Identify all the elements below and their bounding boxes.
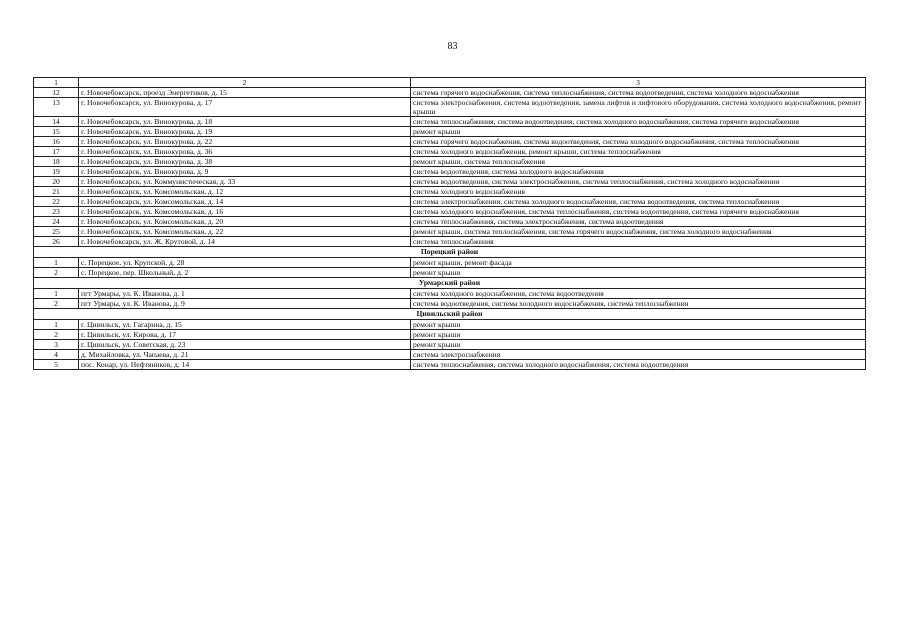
row-number: 23 <box>34 207 79 217</box>
column-header: 2 <box>79 78 411 88</box>
row-address: пгт Урмары, ул. К. Иванова, д. 1 <box>79 289 411 299</box>
table-row <box>34 207 866 217</box>
row-address: г. Новочебоксарск, ул. Винокурова, д. 9 <box>79 167 411 177</box>
row-address: г. Новочебоксарск, ул. Винокурова, д. 19 <box>79 127 411 137</box>
table-row <box>34 98 866 117</box>
table-header-row <box>34 78 866 88</box>
row-number: 4 <box>34 350 79 360</box>
row-number: 14 <box>34 117 79 127</box>
table-row <box>34 350 866 360</box>
row-number: 24 <box>34 217 79 227</box>
district-name: Цивильский район <box>34 309 866 320</box>
table-row <box>34 177 866 187</box>
row-number: 3 <box>34 340 79 350</box>
row-address: г. Новочебоксарск, ул. Винокурова, д. 22 <box>79 137 411 147</box>
row-works: система теплоснабжения, система электроснабжения, система водоотведения <box>411 217 866 227</box>
row-works: система холодного водоснабжения, ремонт крыши, система теплоснабжения <box>411 147 866 157</box>
row-number: 1 <box>34 289 79 299</box>
row-address: пос. Конар, ул. Нефтяников, д. 14 <box>79 360 411 370</box>
row-address: с. Порецкое, пер. Школьный, д. 2 <box>79 268 411 278</box>
row-number: 2 <box>34 299 79 309</box>
row-address: г. Новочебоксарск, ул. Винокурова, д. 36 <box>79 147 411 157</box>
row-works: система водоотведения, система холодного водоснабжения <box>411 167 866 177</box>
row-number: 2 <box>34 268 79 278</box>
row-number: 22 <box>34 197 79 207</box>
row-number: 21 <box>34 187 79 197</box>
row-number: 26 <box>34 237 79 247</box>
table-row <box>34 227 866 237</box>
table-row <box>34 88 866 98</box>
row-number: 2 <box>34 330 79 340</box>
row-address: г. Цивильск, ул. Советская, д. 23 <box>79 340 411 350</box>
row-works: система холодного водоснабжения, система водоотведения <box>411 289 866 299</box>
row-works: система водоотведения, система холодного водоснабжения, система теплоснабжения <box>411 299 866 309</box>
table-row <box>34 127 866 137</box>
row-works: система водоотведения, система электроснабжения, система теплоснабжения, система холодного водоснабжения <box>411 177 866 187</box>
row-works: система теплоснабжения <box>411 237 866 247</box>
row-works: ремонт крыши <box>411 320 866 330</box>
table-row <box>34 237 866 247</box>
row-number: 5 <box>34 360 79 370</box>
table-row <box>34 137 866 147</box>
row-address: г. Новочебоксарск, ул. Комсомольская, д. 16 <box>79 207 411 217</box>
row-address: с. Порецкое, ул. Крупской, д. 28 <box>79 258 411 268</box>
row-number: 13 <box>34 98 79 117</box>
row-address: г. Новочебоксарск, ул. Ж. Крутовой, д. 14 <box>79 237 411 247</box>
row-address: г. Новочебоксарск, ул. Коммунистическая, д. 33 <box>79 177 411 187</box>
row-address: г. Новочебоксарск, проезд Энергетиков, д. 15 <box>79 88 411 98</box>
table-row <box>34 157 866 167</box>
table-row <box>34 187 866 197</box>
table-row <box>34 217 866 227</box>
row-number: 1 <box>34 258 79 268</box>
row-works: ремонт крыши, система теплоснабжения <box>411 157 866 167</box>
table-body <box>34 78 866 370</box>
table-row <box>34 340 866 350</box>
row-works: ремонт крыши <box>411 330 866 340</box>
row-works: система горячего водоснабжения, система теплоснабжения, система водоотведения, система холодного водоснабжения <box>411 88 866 98</box>
district-name: Порецкий район <box>34 247 866 258</box>
table-row <box>34 330 866 340</box>
table-row <box>34 117 866 127</box>
column-header: 1 <box>34 78 79 88</box>
row-address: г. Новочебоксарск, ул. Комсомольская, д. 12 <box>79 187 411 197</box>
page-number: 83 <box>447 41 458 52</box>
row-address: г. Цивильск, ул. Гагарина, д. 15 <box>79 320 411 330</box>
table-row <box>34 360 866 370</box>
table-row <box>34 197 866 207</box>
row-works: ремонт крыши <box>411 340 866 350</box>
row-number: 25 <box>34 227 79 237</box>
table-row <box>34 289 866 299</box>
row-address: г. Новочебоксарск, ул. Винокурова, д. 18 <box>79 117 411 127</box>
district-header-row <box>34 309 866 320</box>
row-number: 17 <box>34 147 79 157</box>
table-row <box>34 320 866 330</box>
program-table <box>33 77 866 370</box>
column-header: 3 <box>411 78 866 88</box>
row-works: система холодного водоснабжения <box>411 187 866 197</box>
table-row <box>34 258 866 268</box>
row-works: система горячего водоснабжения, система водоотведения, система холодного водоснабжения, система теплоснабжения <box>411 137 866 147</box>
row-address: пгт Урмары, ул. К. Иванова, д. 9 <box>79 299 411 309</box>
row-works: система электроснабжения, система водоотведения, замена лифтов и лифтового оборудования, система холодного водоснабжения, ремонт крыши <box>411 98 866 117</box>
row-number: 19 <box>34 167 79 177</box>
row-works: система холодного водоснабжения, система теплоснабжения, система водоотведения, система горячего водоснабжения <box>411 207 866 217</box>
row-number: 15 <box>34 127 79 137</box>
row-works: система теплоснабжения, система водоотведения, система холодного водоснабжения, система горячего водоснабжения <box>411 117 866 127</box>
district-name: Урмарский район <box>34 278 866 289</box>
district-header-row <box>34 247 866 258</box>
row-works: ремонт крыши <box>411 127 866 137</box>
row-number: 12 <box>34 88 79 98</box>
row-address: г. Новочебоксарск, ул. Комсомольская, д. 14 <box>79 197 411 207</box>
row-number: 1 <box>34 320 79 330</box>
row-address: г. Новочебоксарск, ул. Комсомольская, д. 22 <box>79 227 411 237</box>
row-works: система электроснабжения, система холодного водоснабжения, система водоотведения, система теплоснабжения <box>411 197 866 207</box>
row-works: система электроснабжения <box>411 350 866 360</box>
row-works: система теплоснабжения, система холодного водоснабжения, система водоотведения <box>411 360 866 370</box>
table-row <box>34 167 866 177</box>
row-works: ремонт крыши, ремонт фасада <box>411 258 866 268</box>
table-row <box>34 147 866 157</box>
row-number: 16 <box>34 137 79 147</box>
row-address: д. Михайловка, ул. Чапаева, д. 21 <box>79 350 411 360</box>
row-address: г. Цивильск, ул. Кирова, д. 17 <box>79 330 411 340</box>
table-row <box>34 268 866 278</box>
row-address: г. Новочебоксарск, ул. Винокурова, д. 38 <box>79 157 411 167</box>
row-works: ремонт крыши, система теплоснабжения, система горячего водоснабжения, система холодного водоснабжения <box>411 227 866 237</box>
row-works: ремонт крыши <box>411 268 866 278</box>
row-address: г. Новочебоксарск, ул. Винокурова, д. 17 <box>79 98 411 117</box>
district-header-row <box>34 278 866 289</box>
row-number: 18 <box>34 157 79 167</box>
row-number: 20 <box>34 177 79 187</box>
row-address: г. Новочебоксарск, ул. Комсомольская, д. 20 <box>79 217 411 227</box>
table-row <box>34 299 866 309</box>
